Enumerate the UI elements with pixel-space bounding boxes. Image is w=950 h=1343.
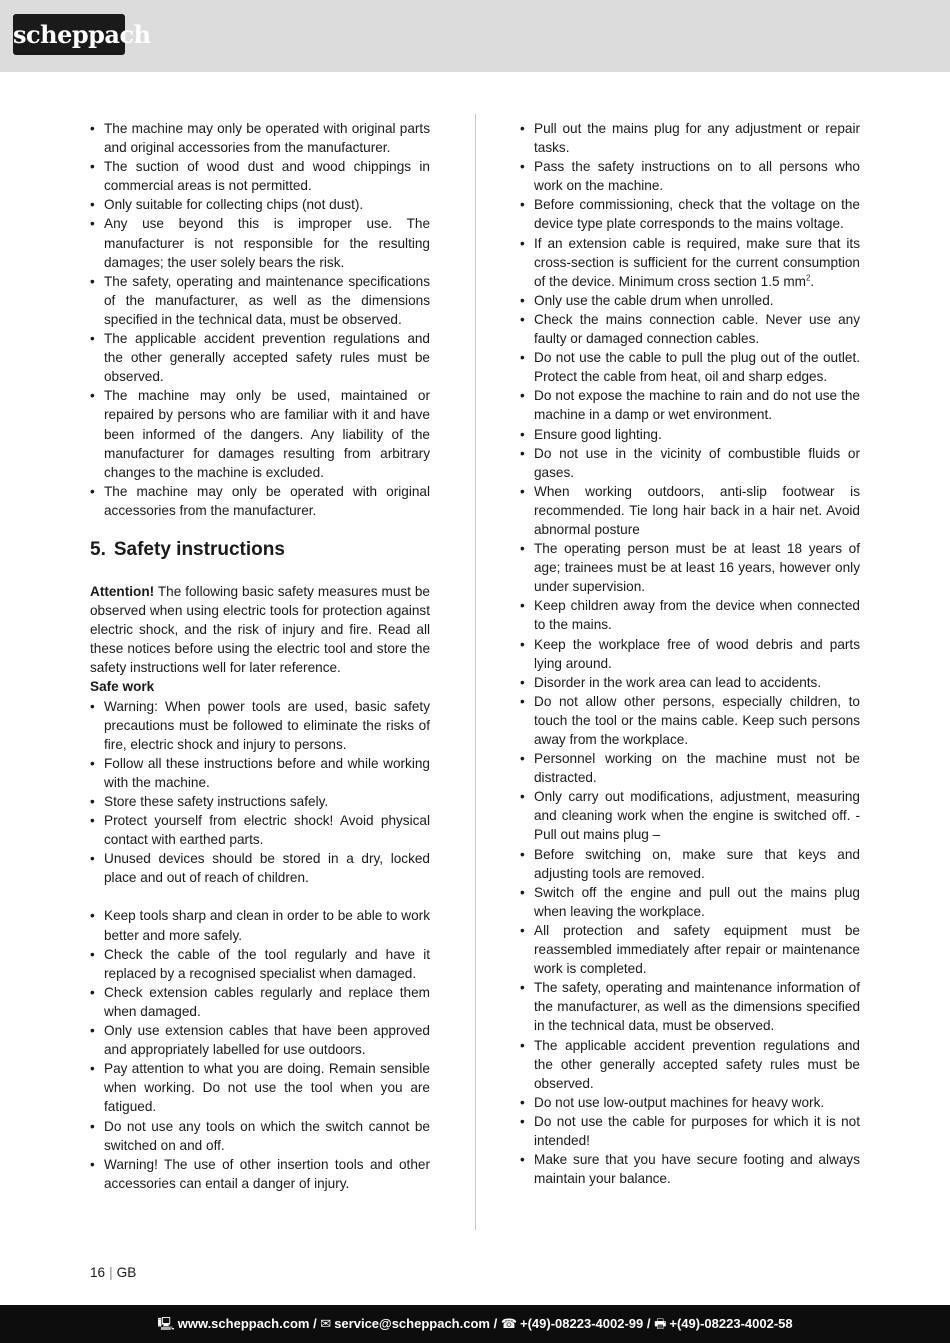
list-item: • All protection and safety equipment must be reassembled immediately after repair or maintenance work is completed. xyxy=(520,921,860,978)
page-separator: | xyxy=(109,1265,113,1280)
ext-cable-sup: 2 xyxy=(805,273,811,283)
left-column xyxy=(90,119,430,1193)
section-title: Safety instructions xyxy=(113,538,285,560)
footer-phone: +(49)-08223-4002-99 xyxy=(520,1316,644,1331)
attention-label: Attention! xyxy=(90,583,155,599)
list-item: • Only suitable for collecting chips (not dust). xyxy=(90,195,430,214)
list-item: • Ensure good lighting. xyxy=(520,425,860,444)
list-item: • Do not allow other persons, especially children, to touch the tool or the mains cable. Keep such persons away from the workplace. xyxy=(520,692,860,749)
usage-list xyxy=(90,119,430,520)
list-item: • Do not use in the vicinity of combustible fluids or gases. xyxy=(520,444,860,482)
safety-list xyxy=(520,119,860,1188)
list-item: • Keep children away from the device when connected to the mains. xyxy=(520,596,860,634)
list-item: • Protect yourself from electric shock! Avoid physical contact with earthed parts. xyxy=(90,811,430,849)
list-item: • Unused devices should be stored in a dry, locked place and out of reach of children. xyxy=(90,849,430,887)
list-item: • Store these safety instructions safely. xyxy=(90,792,430,811)
list-item: • Do not expose the machine to rain and do not use the machine in a damp or wet environment. xyxy=(520,386,860,424)
safe-work-heading: Safe work xyxy=(90,679,155,695)
list-item: • The operating person must be at least 18 years of age; trainees must be at least 16 years, however only under supervision. xyxy=(520,539,860,596)
ext-cable-text: If an extension cable is required, make sure that its cross-section is sufficient for the current consumption of the device. Minimum cross section 1.5 mm xyxy=(534,235,860,289)
list-item: • Any use beyond this is improper use. The manufacturer is not responsible for the resulting damages; the user solely bears the risk. xyxy=(90,214,430,271)
list-item: • Only use extension cables that have been approved and appropriately labelled for use outdoors. xyxy=(90,1021,430,1059)
tool-care-list xyxy=(90,906,430,1192)
list-item-extension-cable xyxy=(520,234,860,291)
list-item: • Do not use any tools on which the switch cannot be switched on and off. xyxy=(90,1117,430,1155)
list-item: • Only use the cable drum when unrolled. xyxy=(520,291,860,310)
section-heading xyxy=(90,538,430,562)
list-item: • Pass the safety instructions on to all persons who work on the machine. xyxy=(520,157,860,195)
list-item: • Keep the workplace free of wood debris and parts lying around. xyxy=(520,635,860,673)
list-item: • The suction of wood dust and wood chippings in commercial areas is not permitted. xyxy=(90,157,430,195)
list-item: • When working outdoors, anti-slip footwear is recommended. Tie long hair back in a hair net. Avoid abnormal posture xyxy=(520,482,860,539)
mail-icon: ✉ xyxy=(320,1316,332,1331)
list-item: • Do not use low-output machines for heavy work. xyxy=(520,1093,860,1112)
page-header xyxy=(0,0,950,72)
section-number: 5. xyxy=(90,538,106,560)
page-language: GB xyxy=(116,1265,137,1280)
list-item: • Pull out the mains plug for any adjustment or repair tasks. xyxy=(520,119,860,157)
attention-text: The following basic safety measures must be observed when using electric tools for protection against electric shock, and the risk of injury and fire. Read all these notices before using the electric tool and store the safety instructions well for later reference. xyxy=(90,583,430,676)
list-item: • Before switching on, make sure that keys and adjusting tools are removed. xyxy=(520,845,860,883)
page-number-value: 16 xyxy=(90,1265,106,1280)
list-item: • Follow all these instructions before and while working with the machine. xyxy=(90,754,430,792)
page-number xyxy=(90,1265,136,1280)
page-footer xyxy=(0,1305,950,1343)
list-item: • Warning: When power tools are used, basic safety precautions must be followed to eliminate the risks of fire, electric shock and injury to persons. xyxy=(90,697,430,754)
list-item: • Before commissioning, check that the voltage on the device type plate corresponds to the mains voltage. xyxy=(520,195,860,233)
right-column xyxy=(520,119,860,1188)
footer-web[interactable]: www.scheppach.com xyxy=(177,1316,310,1331)
list-item: • The applicable accident prevention regulations and the other generally accepted safety rules must be observed. xyxy=(90,329,430,386)
list-item: • The safety, operating and maintenance information of the manufacturer, as well as the dimensions specified in the technical data, must be observed. xyxy=(520,978,860,1035)
list-item: • Warning! The use of other insertion tools and other accessories can entail a danger of injury. xyxy=(90,1155,430,1193)
list-item: • Make sure that you have secure footing and always maintain your balance. xyxy=(520,1150,860,1188)
footer-separator: / xyxy=(489,1316,501,1331)
list-item: • Check the mains connection cable. Never use any faulty or damaged connection cables. xyxy=(520,310,860,348)
list-item: • Check extension cables regularly and replace them when damaged. xyxy=(90,983,430,1021)
fax-icon: 🖶 xyxy=(654,1316,667,1331)
list-item: • Switch off the engine and pull out the mains plug when leaving the workplace. xyxy=(520,883,860,921)
list-item: • The machine may only be used, maintained or repaired by persons who are familiar with it and have been informed of the dangers. Any liability of the manufacturer for damages resulting from arbitrary changes to the machine is excluded. xyxy=(90,386,430,481)
list-item: • Only carry out modifications, adjustment, measuring and cleaning work when the engine is switched off. - Pull out mains plug – xyxy=(520,787,860,844)
attention-paragraph xyxy=(90,582,430,677)
list-item: • The machine may only be operated with original accessories from the manufacturer. xyxy=(90,482,430,520)
computer-icon: 🖳 xyxy=(157,1316,175,1331)
list-item: • The machine may only be operated with original parts and original accessories from the manufacturer. xyxy=(90,119,430,157)
footer-fax: +(49)-08223-4002-58 xyxy=(669,1316,793,1331)
phone-icon: ☎ xyxy=(500,1316,518,1331)
list-item: • The applicable accident prevention regulations and the other generally accepted safety rules must be observed. xyxy=(520,1036,860,1093)
list-item: • Do not use the cable for purposes for which it is not intended! xyxy=(520,1112,860,1150)
safe-work-list xyxy=(90,697,430,888)
list-item: • Check the cable of the tool regularly and have it replaced by a recognised specialist when damaged. xyxy=(90,945,430,983)
column-divider xyxy=(475,114,476,1230)
footer-separator: / xyxy=(309,1316,321,1331)
list-item: • Pay attention to what you are doing. Remain sensible when working. Do not use the tool when you are fatigued. xyxy=(90,1059,430,1116)
footer-separator: / xyxy=(643,1316,655,1331)
list-item: • Keep tools sharp and clean in order to be able to work better and more safely. xyxy=(90,906,430,944)
list-item: • Do not use the cable to pull the plug out of the outlet. Protect the cable from heat, oil and sharp edges. xyxy=(520,348,860,386)
list-item: • The safety, operating and maintenance specifications of the manufacturer, as well as the dimensions specified in the technical data, must be observed. xyxy=(90,272,430,329)
list-item: • Disorder in the work area can lead to accidents. xyxy=(520,673,860,692)
ext-cable-end: . xyxy=(810,273,815,289)
scheppach-logo: scheppach xyxy=(13,14,125,55)
footer-email[interactable]: service@scheppach.com xyxy=(334,1316,490,1331)
list-item: • Personnel working on the machine must not be distracted. xyxy=(520,749,860,787)
spacer xyxy=(90,887,430,906)
